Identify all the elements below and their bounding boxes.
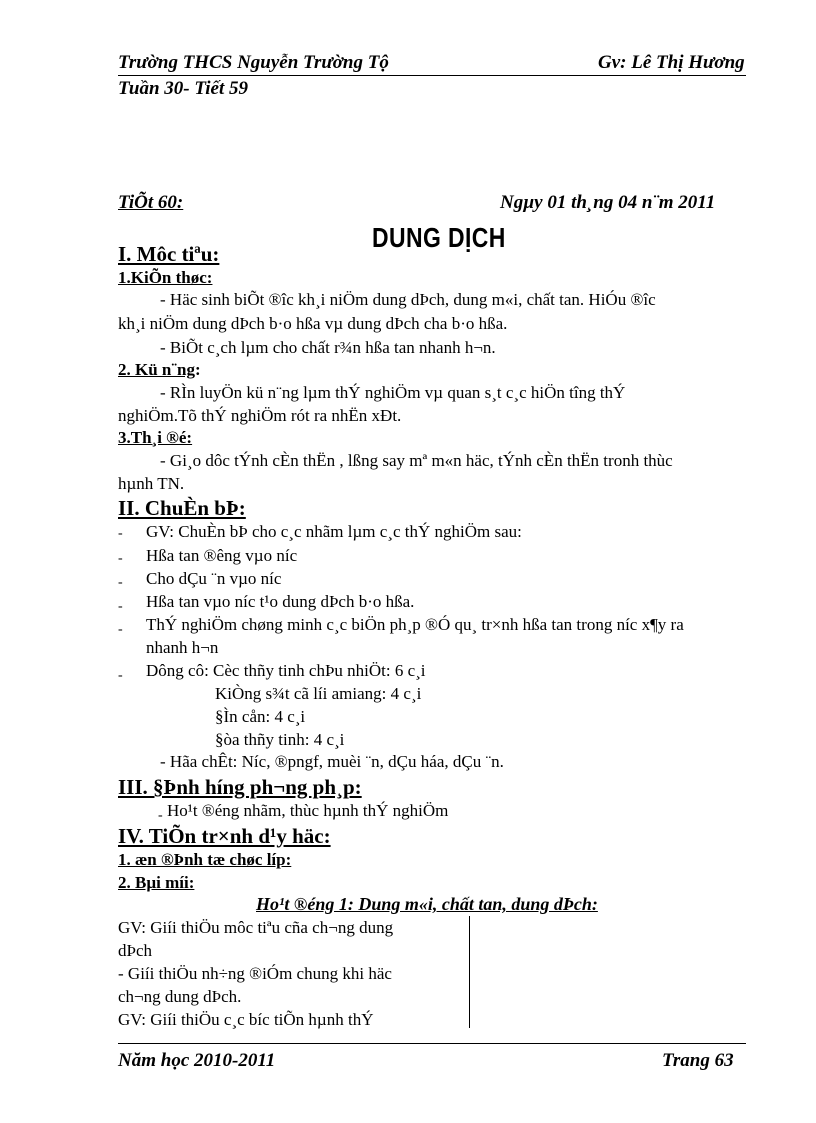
section-1-title: I. Môc tiªu: <box>118 242 220 266</box>
bullet-marker: - <box>118 622 123 637</box>
prep-item: GV: ChuÈn bÞ cho c¸c nhãm lµm c¸c thÝ nghiÖm sau: <box>146 522 522 541</box>
knowledge-heading: 1.KiÕn thøc: <box>118 268 213 287</box>
table-cell-line: ch¬ng dung dÞch. <box>118 987 242 1006</box>
lesson-date: Ngµy 01 th¸ng 04 n¨m 2011 <box>500 192 716 213</box>
attitude-line-2: hµnh TN. <box>118 474 185 493</box>
lesson-number: TiÕt 60: <box>118 192 184 213</box>
tool-item: KiÒng s¾t cã líi amiang: 4 c¸i <box>215 684 422 703</box>
table-cell-line: - Giíi thiÖu nh÷ng ®iÓm chung khi häc <box>118 964 392 983</box>
new-lesson: 2. Bµi míi: <box>118 873 195 892</box>
tool-item: §Ìn cån: 4 c¸i <box>215 707 306 726</box>
school-year: Năm học 2010-2011 <box>118 1050 276 1071</box>
prep-item: Cho dÇu ¨n vµo níc <box>146 569 282 588</box>
section-3-title: III. §Þnh híng ph¬ng ph¸p: <box>118 775 362 799</box>
class-stabilization: 1. æn ®Þnh tæ chøc líp: <box>118 850 292 869</box>
knowledge-line-3: - BiÕt c¸ch lµm cho chất r¾n hßa tan nhanh h¬n. <box>160 338 496 357</box>
header-rule <box>118 75 746 76</box>
tool-item: §òa thñy tinh: 4 c¸i <box>215 730 345 749</box>
footer-rule <box>118 1043 746 1044</box>
attitude-line-1: - Gi¸o dôc tÝnh cÈn thËn , lßng say mª m«n häc, tÝnh cÈn thËn tronh thùc <box>160 451 673 470</box>
school-name: Trường THCS Nguyễn Trường Tộ <box>118 52 389 73</box>
section-2-title: II. ChuÈn bÞ: <box>118 496 246 520</box>
prep-item: Hßa tan ®êng vµo níc <box>146 546 298 565</box>
table-divider <box>469 916 470 1028</box>
skill-heading-colon: : <box>195 360 201 379</box>
page-number: Trang 63 <box>662 1050 734 1071</box>
table-cell-line: GV: Giíi thiÖu môc tiªu cña ch¬ng dung <box>118 918 394 937</box>
skill-line-1: - RÌn luyÖn kü n¨ng lµm thÝ nghiÖm vµ quan s¸t c¸c hiÖn tîng thÝ <box>160 383 626 402</box>
bullet-marker: - <box>118 668 123 683</box>
prep-item: nhanh h¬n <box>146 638 219 657</box>
teacher-name: Gv: Lê Thị Hương <box>598 52 745 73</box>
bullet-marker: - <box>118 526 123 541</box>
attitude-heading: 3.Th¸i ®é: <box>118 428 193 447</box>
bullet-marker: - <box>118 599 123 614</box>
bullet-marker: - <box>118 551 123 566</box>
prep-item: Dông cô: Cèc thñy tinh chÞu nhiÖt: 6 c¸i <box>146 661 426 680</box>
table-cell-line: GV: Giíi thiÖu c¸c bíc tiÕn hµnh thÝ <box>118 1010 374 1029</box>
bullet-marker: - <box>118 575 123 590</box>
knowledge-line-2: kh¸i niÖm dung dÞch b·o hßa vµ dung dÞch cha b·o hßa. <box>118 314 508 333</box>
knowledge-line-1: - Häc sinh biÕt ®îc kh¸i niÖm dung dÞch, dung m«i, chất tan. HiÓu ®îc <box>160 290 656 309</box>
skill-heading: 2. Kü n¨ng <box>118 360 195 379</box>
page-title: DUNG DỊCH <box>372 222 506 253</box>
week-period: Tuần 30- Tiết 59 <box>118 78 249 99</box>
section-4-title: IV. TiÕn tr×nh d¹y häc: <box>118 824 331 848</box>
method-item: Ho¹t ®éng nhãm, thùc hµnh thÝ nghiÖm <box>167 801 449 820</box>
chemicals-line: - Hãa chÊt: Níc, ®pngf, muèi ¨n, dÇu háa, dÇu ¨n. <box>160 752 504 771</box>
activity-1-title: Ho¹t ®éng 1: Dung m«i, chất tan, dung dÞch: <box>256 894 598 914</box>
bullet-marker: - <box>158 808 163 823</box>
skill-heading-wrap <box>118 360 201 380</box>
table-cell-line: dÞch <box>118 941 152 960</box>
prep-item: ThÝ nghiÖm chøng minh c¸c biÖn ph¸p ®Ó qu¸ tr×nh hßa tan trong níc x¶y ra <box>146 615 684 634</box>
skill-line-2: nghiÖm.Tõ thÝ nghiÖm rót ra nhËn xÐt. <box>118 406 402 425</box>
prep-item: Hßa tan vµo níc t¹o dung dÞch b·o hßa. <box>146 592 415 611</box>
